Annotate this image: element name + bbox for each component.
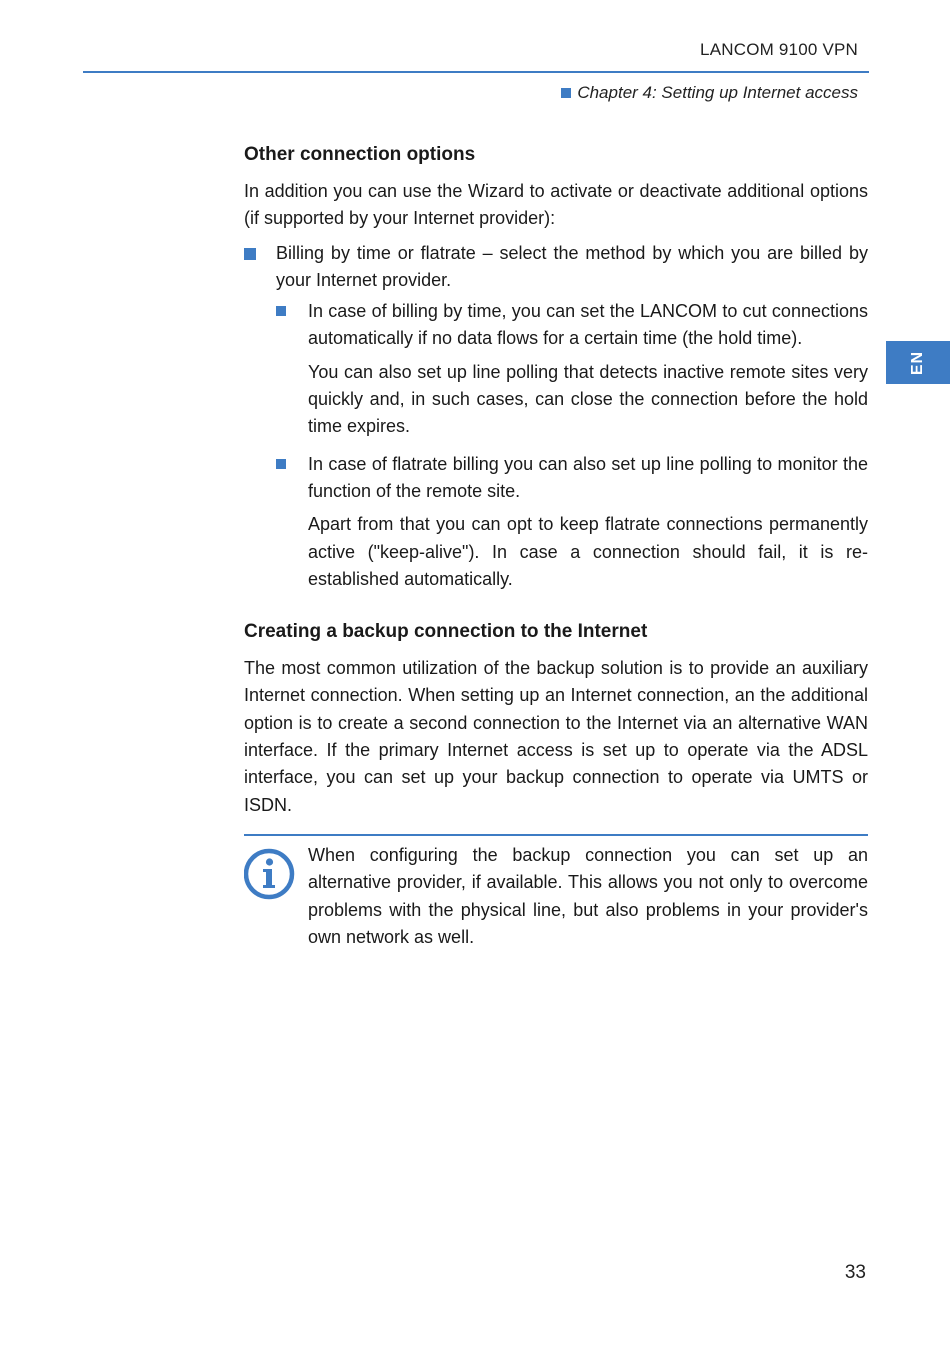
sub-list-item-detail: Apart from that you can opt to keep flatrate connections permanently active ("keep-alive"). In case a connection should fail, it is re-established automatically.: [308, 514, 868, 589]
info-note: [244, 834, 868, 951]
main-content: [244, 140, 868, 951]
sub-list-item-text: In case of flatrate billing you can also set up line polling to monitor the function of the remote site.: [308, 453, 868, 501]
info-note-text: When configuring the backup connection you can set up an alternative provider, if available. This allows you not only to overcome problems with the physical line, but also problems in your provider's own network as well.: [308, 844, 868, 947]
sub-list-item-detail: You can also set up line polling that detects inactive remote sites very quickly and, in such cases, can close the connection before the hold time expires.: [308, 361, 868, 437]
chapter-title: Chapter 4: Setting up Internet access: [577, 83, 858, 102]
language-tab: [886, 341, 950, 384]
section-intro: In addition you can use the Wizard to activate or deactivate additional options (if supported by your Internet provider):: [244, 181, 868, 229]
sub-list-item-flatrate-billing: [276, 451, 868, 593]
info-icon: [244, 848, 296, 900]
sub-list-item-time-billing: [276, 298, 868, 440]
list-item-billing: [244, 240, 868, 594]
section-heading-connection-options: Other connection options: [244, 144, 476, 165]
language-tab-label: EN: [909, 350, 926, 375]
section-heading-backup-connection: Creating a backup connection to the Internet: [244, 621, 648, 643]
header-product-title: LANCOM 9100 VPN: [700, 40, 858, 59]
chapter-breadcrumb: [561, 83, 858, 103]
sub-list-item-text: In case of billing by time, you can set the LANCOM to cut connections automatically if no data flows for a certain time (the hold time).: [308, 301, 868, 349]
filled-square-bullet-icon: [244, 248, 256, 260]
square-bullet-icon: [561, 88, 571, 98]
hollow-square-bullet-icon: [276, 459, 286, 469]
header-divider: [83, 71, 869, 73]
section-body: The most common utilization of the backup solution is to provide an auxiliary Internet connection. When setting up an Internet connection, an the additional option is to create a second connection to the Internet via an alternative WAN interface. If the primary Internet access is set up to operate via the ADSL interface, you can set up your backup connection to operate via UMTS or ISDN.: [244, 658, 868, 815]
list-item-text: Billing by time or flatrate – select the method by which you are billed by your Internet provider.: [276, 242, 868, 290]
page-number: 33: [844, 1262, 866, 1283]
hollow-square-bullet-icon: [276, 306, 286, 316]
